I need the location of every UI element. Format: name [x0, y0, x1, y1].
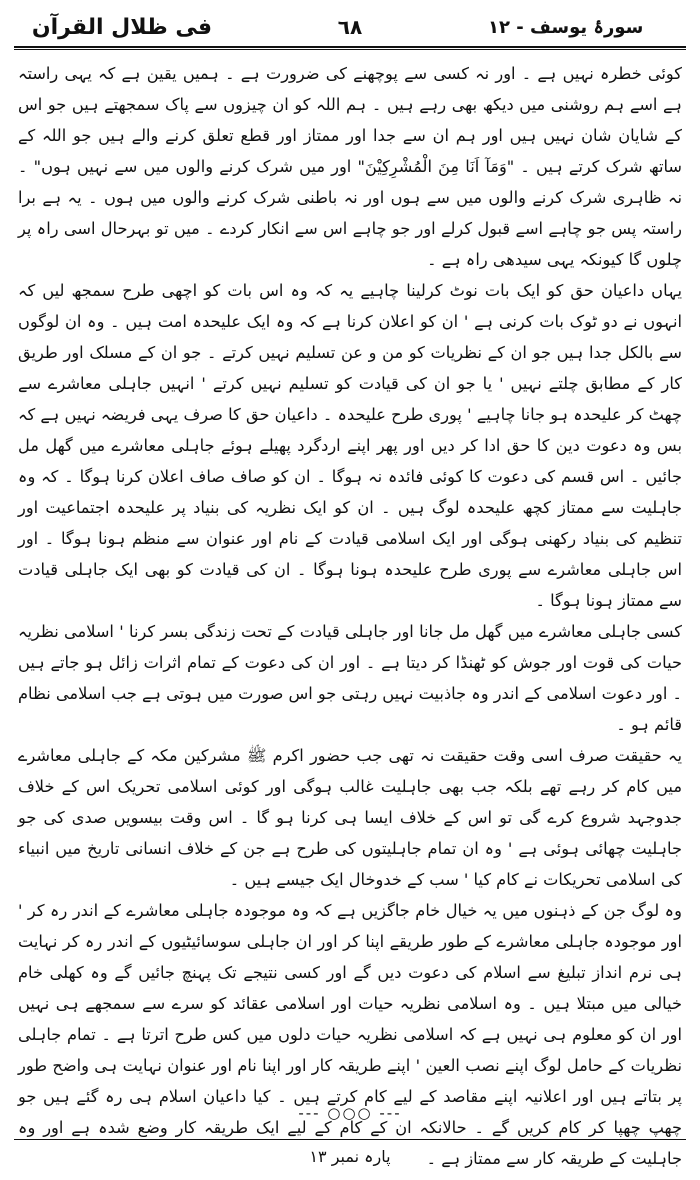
paragraph: یہ حقیقت صرف اسی وقت حقیقت نہ تھی جب حضور اکرم ﷺ مشرکین مکہ کے جاہلی معاشرے میں کام کر رہے تھے بلکہ جب بھی جاہلیت غالب ہوگی اور کوئی اسلامی تحریک اس کے خلاف جدوجہد شروع کرے گی تو اس کے خلاف ایسا ہی کرنا ہو گا ۔ اس وقت بیسویں صدی کی جو جاہلیت چھائی ہوئی ہے ' وہ ان تمام جاہلیتوں کی طرح ہے جن کے خلاف انسانی تاریخ میں انبیاء کی اسلامی تحریکات نے کام کیا ' سب کے خدوخال ایک جیسے ہیں ۔: [18, 746, 682, 889]
paragraph: کوئی خطرہ نہیں ہے ۔ اور نہ کسی سے پوچھنے کی ضرورت ہے ۔ ہمیں یقین ہے کہ یہی راستہ ہے اسے ہم روشنی میں دیکھ بھی رہے ہیں ۔ ہم اللہ کو ان چیزوں سے پاک سمجھتے ہیں جو اس کے شایان شان نہیں ہیں اور ہم ان سے جدا اور ممتاز اور قطع تعلق کرنے والے ہیں جو اللہ کے ساتھ شرک کرتے ہیں ۔ "وَمَآ اَنَا مِنَ الْمُشْرِكِیْنَ" اور میں شرک کرنے والوں میں سے نہیں ہوں" ۔ نہ ظاہری شرک کرنے والوں میں سے ہوں اور نہ باطنی شرک کرنے والوں میں ہوں ۔ یہ ہے برا راستہ پس جو چاہے اسے قبول کرلے اور جو چاہے اس سے انکار کردے ۔ میں تو بہرحال اسی راہ پر چلوں گا کیونکہ یہی سیدھی راہ ہے ۔: [18, 64, 682, 269]
header-divider-thin: [14, 49, 686, 50]
surah-title: سورۂ یوسف - ١٢: [488, 16, 644, 38]
header-divider: [14, 46, 686, 48]
paragraph: یہاں داعیان حق کو ایک بات نوٹ کرلینا چاہیے یہ کہ وہ اس بات کو اچھی طرح سمجھ لیں کہ انہوں نے دو ٹوک بات کرنی ہے ' ان کو اعلان کرنا ہے کہ وہ ایک علیحدہ امت ہیں ۔ وہ ان لوگوں سے بالکل جدا ہیں جو ان کے نظریات کو من و عن تسلیم نہیں کرتے ۔ جو ان کے مسلک اور طریق کار کے مطابق چلتے نہیں ' یا جو ان کی قیادت کو تسلیم نہیں کرتے ' انہیں جاہلی معاشرے سے چھٹ کر علیحدہ ہو جانا چاہیے ' پوری طرح علیحدہ ۔ داعیان حق کا صرف یہی فریضہ نہیں ہے کہ بس وہ دعوت دین کا حق ادا کر دیں اور پھر اپنے اردگرد پھیلے ہوئے جاہلی معاشرے میں گھل مل جائیں ۔ اس قسم کی دعوت کا کوئی فائدہ نہ ہوگا ۔ ان کو صاف صاف اعلان کرنا ہوگا ۔ کہ وہ جاہلیت سے ممتاز کچھ علیحدہ لوگ ہیں ۔ ان کو ایک نظریہ کی بنیاد پر علیحدہ اجتماعیت اور تنظیم کی بنیاد رکھنی ہوگی اور ایک اسلامی قیادت کے نام اور عنوان سے منظم ہونا ہوگا ۔ اور اس جاہلی معاشرے سے پوری طرح علیحدہ ہونا ہوگا ۔ ان کی قیادت کو بھی ایک جاہلی قیادت سے ممتاز ہونا ہوگا ۔: [18, 281, 682, 610]
paragraph: کسی جاہلی معاشرے میں گھل مل جانا اور جاہلی قیادت کے تحت زندگی بسر کرنا ' اسلامی نظریہ حیات کی قوت اور جوش کو ٹھنڈا کر دیتا ہے ۔ اور ان کی دعوت کے تمام اثرات زائل ہو جاتے ہیں ۔ اور دعوت اسلامی کے اندر وہ جاذبیت نہیں رہتی جو اس صورت میں ہوتی ہے جب اسلامی نظام قائم ہو ۔: [18, 622, 682, 734]
footer-para-number: پارہ نمبر ١٣: [309, 1147, 391, 1166]
page-number: ٦٨: [337, 15, 363, 39]
book-title: فی ظلال القرآن: [31, 14, 212, 40]
paragraph: وہ لوگ جن کے ذہنوں میں یہ خیال خام جاگزیں ہے کہ وہ موجودہ جاہلی معاشرے کے اندر رہ کر ' اور موجودہ جاہلی معاشرے کے طور طریقے اپنا کر اور ان جاہلی سوسائیٹیوں کے اندر رہ کر نہایت ہی نرم انداز تبلیغ سے اسلام کی دعوت دیں گے اور کسی نتیجے تک پہنچ جائیں گے وہ کھلی خام خیالی میں مبتلا ہیں ۔ وہ اسلامی نظریہ حیات اور اسلامی عقائد کو سرے سے سمجھے ہی نہیں اور ان کو معلوم ہی نہیں ہے کہ اسلامی نظریہ حیات دلوں میں کس طرح اترتا ہے ۔ تمام جاہلی نظریات کے حامل لوگ اپنے نصب العین ' اپنے طریقہ کار اور اپنا نام اور عنوان نہایت ہی واضح طور پر بتاتے ہیں اور اعلانیہ اپنے مقاصد کے لیے کام کرتے ہیں ۔ کیا داعیان اسلام ہی رہ گئے ہیں جو چھپ چھپا کر کام کریں گے ۔ حالانکہ ان کے کام کے لیے ایک طریقہ کار وضع شدہ ہے اور وہ جاہلیت کے طریقہ کار سے ممتاز ہے ۔: [18, 901, 682, 1168]
page-header: [12, 10, 688, 44]
footer-divider: [14, 1139, 686, 1140]
body-text: [18, 58, 682, 1174]
section-separator: --- ○○○ ---: [298, 1104, 402, 1122]
